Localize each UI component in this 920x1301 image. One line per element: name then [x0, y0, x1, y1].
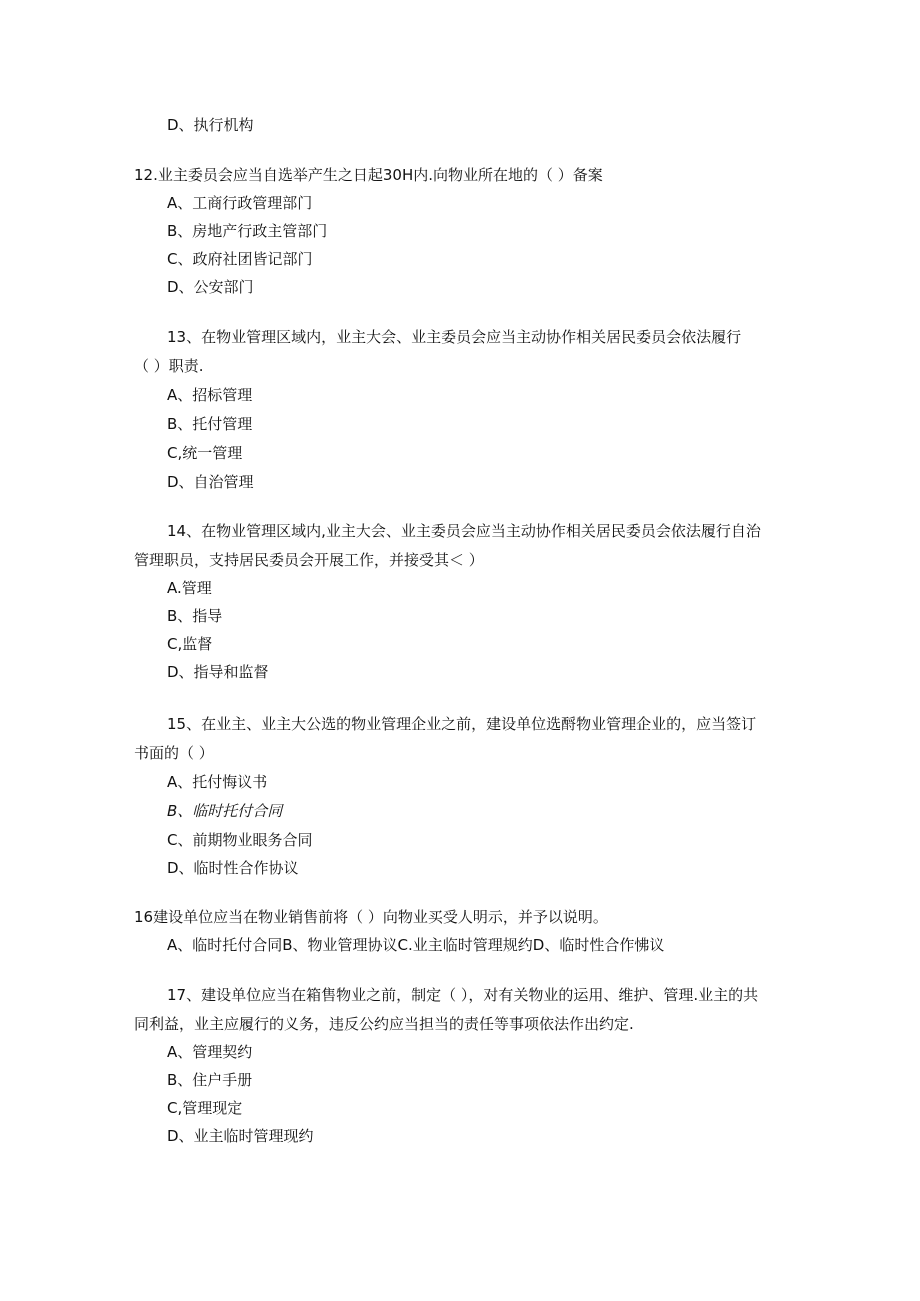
q14-option-c: C,监督 [167, 635, 213, 653]
q13-option-b: B、托付管理 [167, 415, 253, 433]
q13-stem-line1: 13、在物业管理区域内，业主大会、业主委员会应当主动协作相关居民委员会依法履行 [167, 328, 742, 346]
q14-option-d: D、指导和监督 [167, 663, 269, 681]
q17-stem-line2: 同利益，业主应履行的义务，违反公约应当担当的责任等事项依法作出约定. [134, 1015, 634, 1033]
q12-option-a: A、工商行政管理部门 [167, 194, 313, 212]
q12-option-d: D、公安部门 [167, 278, 254, 296]
q15-option-d: D、临时性合作协议 [167, 859, 299, 877]
prev-option-d: D、执行机构 [167, 116, 254, 134]
q16-stem: 16建设单位应当在物业销售前将（ ）向物业买受人明示，并予以说明。 [134, 908, 608, 926]
q15-option-b: B、临时托付合同 [167, 802, 283, 820]
q12-option-b: B、房地产行政主管部门 [167, 222, 328, 240]
q17-option-b: B、住户手册 [167, 1071, 253, 1089]
q14-stem-line2: 管理职员，支持居民委员会开展工作，并接受其＜ ） [134, 551, 484, 569]
q17-option-c: C,管理现定 [167, 1099, 243, 1117]
q13-option-d: D、自治管理 [167, 473, 254, 491]
q15-stem-line2: 书面的（ ） [134, 744, 214, 762]
q13-option-a: A、招标管理 [167, 386, 253, 404]
q17-option-d: D、业主临时管理现约 [167, 1127, 314, 1145]
q12-option-c: C、政府社团皆记部门 [167, 250, 313, 268]
q14-option-b: B、指导 [167, 607, 223, 625]
q13-stem-line2: （ ）职责. [134, 357, 204, 375]
q15-option-a: A、托付悔议书 [167, 773, 268, 791]
q15-option-c: C、前期物业眼务合同 [167, 831, 313, 849]
q17-option-a: A、管理契约 [167, 1043, 253, 1061]
q12-stem: 12.业主委员会应当自选举产生之日起30H内.向物业所在地的（ ）备案 [134, 166, 603, 184]
q14-stem-line1: 14、在物业管理区域内,业主大会、业主委员会应当主动协作相关居民委员会依法履行自治 [167, 522, 761, 540]
q17-stem-line1: 17、建设单位应当在箱售物业之前，制定（ ），对有关物业的运用、维护、管理.业主的共 [167, 986, 759, 1004]
q16-options-line: A、临时托付合同B、物业管理协议C.业主临时管理规约D、临时性合作怫议 [167, 936, 665, 954]
q15-stem-line1: 15、在业主、业主大公选的物业管理企业之前，建设单位选酹物业管理企业的，应当签订 [167, 715, 757, 733]
q14-option-a: A.管理 [167, 579, 212, 597]
q13-option-c: C,统一管理 [167, 444, 243, 462]
